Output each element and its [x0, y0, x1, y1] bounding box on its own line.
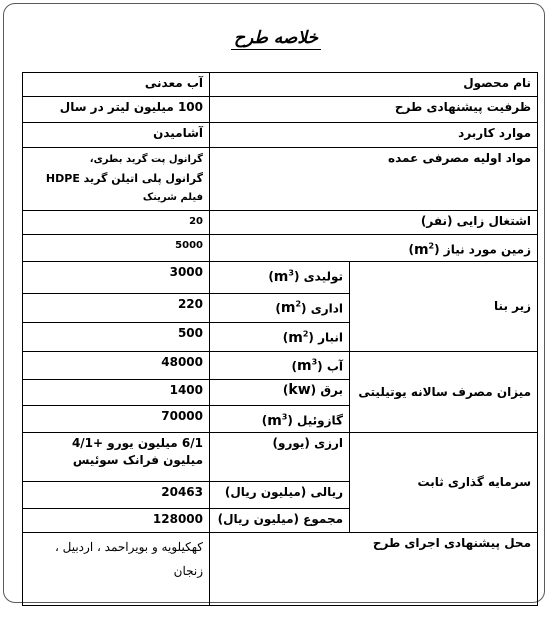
row-building-1 [23, 262, 538, 293]
row-usage [23, 122, 538, 147]
usage-value: آشامیدن [23, 122, 210, 147]
utilities-sub-value: 70000 [23, 406, 210, 433]
building-label: زیر بنا [350, 262, 538, 351]
utilities-sub-label: گازوئیل $(m^3)$ [210, 406, 350, 433]
usage-label: موارد کاربرد [210, 122, 538, 147]
row-utilities-1 [23, 351, 538, 379]
employment-value: 20 [23, 210, 210, 234]
row-employment [23, 210, 538, 234]
investment-sub-label: ریالی (میلیون ریال) [210, 482, 350, 508]
land-value: 5000 [23, 235, 210, 262]
row-location [23, 532, 538, 605]
employment-label: اشتغال زایی (نفر) [210, 210, 538, 234]
capacity-value: 100 میلیون لیتر در سال [23, 97, 210, 122]
investment-label: سرمایه گذاری ثابت [350, 433, 538, 532]
utilities-label: میزان مصرف سالانه یوتیلیتی [350, 351, 538, 433]
materials-item: گرانول پت گرید بطری، [89, 154, 203, 166]
building-sub-value: 3000 [23, 262, 210, 293]
investment-sub-value: 6/1 میلیون یورو +4/1 میلیون فرانک سوئیس [23, 433, 210, 482]
product-label: نام محصول [210, 73, 538, 97]
summary-table [22, 72, 538, 606]
row-materials [23, 148, 538, 211]
building-sub-value: 500 [23, 323, 210, 351]
row-capacity [23, 97, 538, 122]
materials-list [23, 148, 210, 211]
row-investment-1 [23, 433, 538, 482]
building-sub-label: تولیدی $(m^3)$ [210, 262, 350, 293]
page-title: خلاصه طرح [0, 28, 552, 48]
building-sub-label: انبار $(m^2)$ [210, 323, 350, 351]
investment-sub-label: مجموع (میلیون ریال) [210, 508, 350, 532]
materials-label: مواد اولیه مصرفی عمده [210, 148, 538, 211]
building-sub-value: 220 [23, 293, 210, 322]
materials-item: گرانول پلی اتیلن گرید HDPE [45, 172, 203, 186]
utilities-sub-label: آب $(m^3)$ [210, 351, 350, 379]
utilities-sub-value: 1400 [23, 380, 210, 406]
row-product [23, 73, 538, 97]
capacity-label: ظرفیت پیشنهادی طرح [210, 97, 538, 122]
land-label: زمین مورد نیاز $(m^2)$ [210, 235, 538, 262]
building-sub-label: اداری $(m^2)$ [210, 293, 350, 322]
investment-sub-value: 20463 [23, 482, 210, 508]
investment-sub-label: ارزی (یورو) [210, 433, 350, 482]
utilities-sub-value: 48000 [23, 351, 210, 379]
investment-sub-value: 128000 [23, 508, 210, 532]
location-label: محل پیشنهادی اجرای طرح [210, 532, 538, 605]
location-value: کهکیلویه و بویراحمد ، اردبیل ، زنجان [23, 532, 210, 605]
row-land [23, 235, 538, 262]
utilities-sub-label: برق (kw) [210, 380, 350, 406]
product-value: آب معدنی [23, 73, 210, 97]
materials-item: فیلم شرینک [142, 192, 203, 204]
